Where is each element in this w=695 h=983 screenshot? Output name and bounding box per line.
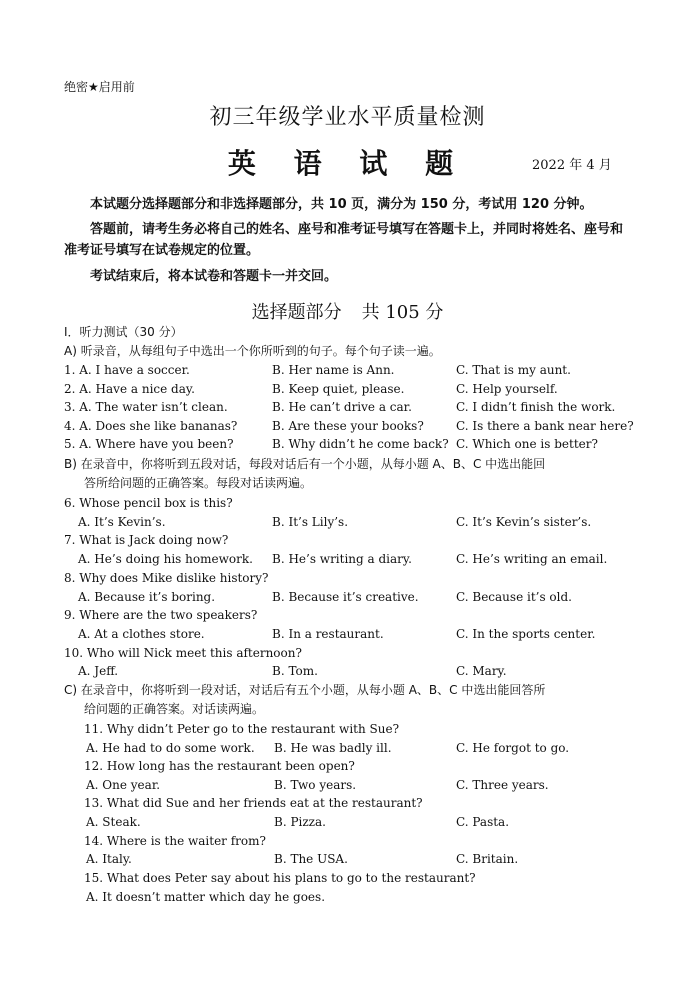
option-c: C. Three years. <box>456 778 549 792</box>
section-c-instruction: C) 在录音中，你将听到一段对话，对话后有五个小题，从每小题 A、B、C 中选出能回答所 <box>64 683 546 697</box>
section-b-instruction: B) 在录音中，你将听到五段对话，每段对话后有一个小题，从每小题 A、B、C 中选出能回 <box>64 457 546 471</box>
question-text: 9. Where are the two speakers? <box>64 608 258 623</box>
option-a: A. He’s doing his homework. <box>78 552 253 567</box>
question-text: 14. Where is the waiter from? <box>84 833 266 848</box>
option-a: 1. A. I have a soccer. <box>64 363 190 377</box>
option-c: C. Which one is better? <box>456 437 598 452</box>
option-a: A. One year. <box>86 778 161 792</box>
question-text: 6. Whose pencil box is this? <box>64 496 233 510</box>
option-a: A. It doesn’t matter which day he goes. <box>86 889 326 904</box>
question-text: 15. What does Peter say about his plans to go to the restaurant? <box>84 870 476 885</box>
question-text: 7. What is Jack doing now? <box>64 533 229 548</box>
question-text: 12. How long has the restaurant been open? <box>84 759 355 774</box>
section-score: 共 105 分 <box>361 302 444 323</box>
option-a: A. Jeff. <box>78 664 119 679</box>
listening-heading: I．听力测试（30 分） <box>64 325 183 339</box>
option-a: 3. A. The water isn’t clean. <box>64 400 228 415</box>
option-c: C. It’s Kevin’s sister’s. <box>456 514 592 529</box>
option-c: C. Pasta. <box>456 815 510 830</box>
option-a: 5. A. Where have you been? <box>64 437 234 452</box>
option-b: B. Tom. <box>272 664 318 679</box>
option-b: B. Are these your books? <box>272 418 424 433</box>
option-c: C. Britain. <box>456 852 519 867</box>
instruction-paragraph: 答题前，请考生务必将自己的姓名、座号和准考证号填写在答题卡上，并同时将姓名、座号和准考证号填写在试卷规定的位置。 <box>64 222 624 258</box>
option-b: B. He was badly ill. <box>274 740 392 755</box>
option-a: A. It’s Kevin’s. <box>78 514 166 529</box>
option-c: C. He’s writing an email. <box>456 552 608 567</box>
option-a: A. He had to do some work. <box>86 740 255 755</box>
section-title <box>0 298 695 324</box>
option-b: B. The USA. <box>274 852 348 867</box>
subject-title: 英 语 试 题 <box>227 147 468 180</box>
exam-date: 2022 年 4 月 <box>532 158 612 173</box>
option-b: B. In a restaurant. <box>272 627 384 641</box>
option-b: B. Keep quiet, please. <box>272 381 405 396</box>
option-b: B. He can’t drive a car. <box>272 400 412 415</box>
option-b: B. Because it’s creative. <box>272 589 419 604</box>
instruction-paragraph: 考试结束后，将本试卷和答题卡一并交回。 <box>90 269 338 284</box>
option-a: 2. A. Have a nice day. <box>64 381 195 396</box>
option-c: C. Help yourself. <box>456 381 558 396</box>
instruction-paragraph: 本试题分选择题部分和非选择题部分，共 10 页，满分为 150 分，考试用 120 分钟。 <box>90 197 593 212</box>
option-b: B. Two years. <box>274 778 357 792</box>
section-b-instruction: 答所给问题的正确答案。每段对话读两遍。 <box>84 476 313 490</box>
option-c: C. Mary. <box>456 664 507 679</box>
question-text: 10. Who will Nick meet this afternoon? <box>64 645 302 660</box>
option-a: A. At a clothes store. <box>78 627 205 641</box>
option-c: C. I didn’t finish the work. <box>456 400 616 415</box>
option-b: B. Why didn’t he come back? <box>272 437 449 452</box>
option-a: A. Steak. <box>86 815 141 830</box>
option-b: B. It’s Lily’s. <box>272 514 349 529</box>
option-c: C. In the sports center. <box>456 627 596 641</box>
option-b: B. Her name is Ann. <box>272 363 395 377</box>
exam-title: 初三年级学业水平质量检测 <box>209 105 486 130</box>
option-a: A. Because it’s boring. <box>78 589 216 604</box>
section-a-instruction: A) 听录音，从每组句子中选出一个你所听到的句子。每个句子读一遍。 <box>64 344 441 358</box>
option-c: C. Because it’s old. <box>456 589 572 604</box>
section-title-label: 选择题部分 <box>251 302 342 323</box>
question-text: 11. Why didn’t Peter go to the restaurant with Sue? <box>84 722 400 736</box>
option-c: C. That is my aunt. <box>456 363 571 377</box>
option-c: C. He forgot to go. <box>456 740 570 755</box>
option-a: 4. A. Does she like bananas? <box>64 418 238 433</box>
question-text: 8. Why does Mike dislike history? <box>64 570 269 585</box>
option-a: A. Italy. <box>86 852 132 867</box>
option-b: B. Pizza. <box>274 815 326 830</box>
option-b: B. He’s writing a diary. <box>272 552 412 567</box>
question-text: 13. What did Sue and her friends eat at the restaurant? <box>84 796 423 811</box>
section-c-instruction: 给问题的正确答案。对话读两遍。 <box>84 702 265 716</box>
option-c: C. Is there a bank near here? <box>456 418 634 433</box>
confidential-label: 绝密★启用前 <box>64 80 135 94</box>
